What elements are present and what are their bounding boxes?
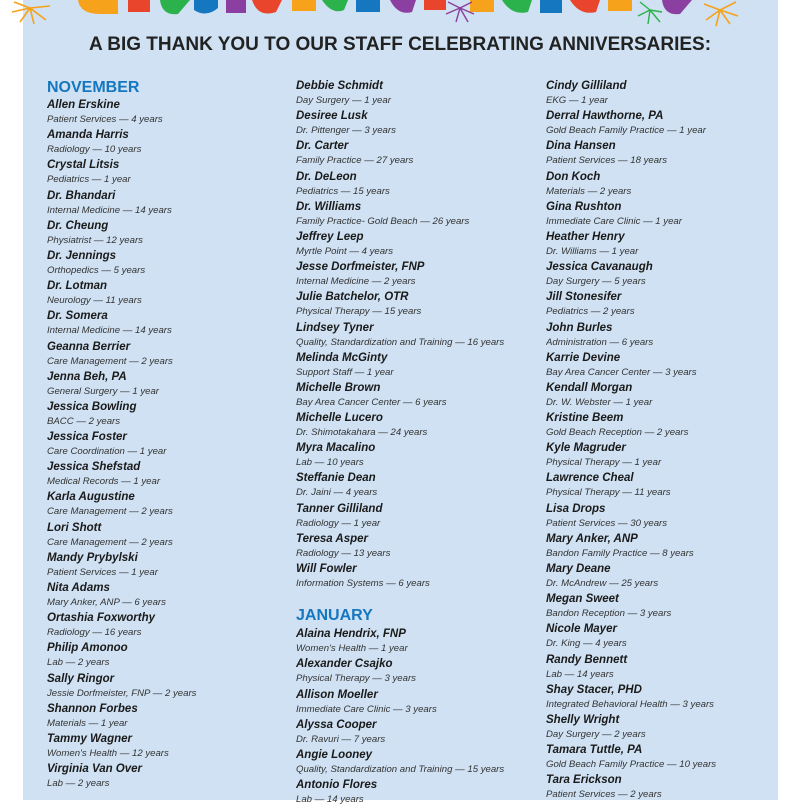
employee-name: Gina Rushton <box>546 200 622 213</box>
employee-name: Dr. Carter <box>296 140 349 153</box>
banner-letterforms <box>78 0 692 14</box>
employee-name: Lindsey Tyner <box>296 321 374 334</box>
anniversary-entry <box>47 762 287 792</box>
employee-name: Desiree Lusk <box>296 110 368 123</box>
firework-far-right-icon <box>704 2 738 26</box>
department-and-years: Bay Area Cancer Center — 6 years <box>296 396 447 408</box>
employee-name: Dr. DeLeon <box>296 170 357 183</box>
anniversary-entry <box>47 279 287 309</box>
department-and-years: Patient Services — 1 year <box>47 566 158 578</box>
department-and-years: Support Staff — 1 year <box>296 366 394 378</box>
employee-name: Teresa Asper <box>296 532 369 545</box>
anniversary-entry <box>296 471 536 501</box>
employee-name: Lawrence Cheal <box>546 472 634 485</box>
department-and-years: Physical Therapy — 3 years <box>296 673 416 685</box>
employee-name: Kyle Magruder <box>546 442 626 455</box>
employee-name: Jessica Foster <box>47 431 127 444</box>
department-and-years: Immediate Care Clinic — 3 years <box>296 703 437 715</box>
anniversary-entry <box>47 460 287 490</box>
anniversary-entry <box>47 521 287 551</box>
employee-name: Jessica Shefstad <box>47 461 141 474</box>
anniversary-entry <box>47 370 287 400</box>
department-and-years: Mary Anker, ANP — 6 years <box>47 597 166 608</box>
anniversary-entry <box>546 79 786 109</box>
employee-name: Randy Bennett <box>546 653 628 666</box>
employee-name: Michelle Lucero <box>296 412 383 425</box>
employee-name: Dr. Williams <box>296 200 362 213</box>
anniversary-entry <box>296 502 536 532</box>
employee-name: Mary Anker, ANP <box>546 532 638 545</box>
department-and-years: Lab — 14 years <box>296 794 364 806</box>
department-and-years: Dr. Shimotakahara — 24 years <box>296 427 428 439</box>
department-and-years: Family Practice- Gold Beach — 26 years <box>296 215 470 227</box>
anniversary-entry <box>47 641 287 671</box>
anniversary-entry <box>47 551 287 581</box>
anniversary-entry <box>47 189 287 219</box>
entries-list <box>296 627 536 808</box>
section-title-november: NOVEMBER <box>47 79 140 96</box>
employee-name: Jeffrey Leep <box>296 230 364 243</box>
department-and-years: Care Management — 2 years <box>47 536 173 548</box>
employee-name: Tammy Wagner <box>47 732 132 745</box>
anniversary-entry <box>546 441 786 471</box>
department-and-years: Internal Medicine — 2 years <box>296 276 416 288</box>
section-title-january: JANUARY <box>296 607 373 625</box>
department-and-years: Neurology — 11 years <box>47 295 142 307</box>
anniversary-entry <box>296 351 536 381</box>
firework-center-icon <box>446 2 474 22</box>
department-and-years: Dr. W. Webster — 1 year <box>546 396 653 408</box>
employee-name: Derral Hawthorne, PA <box>546 110 664 123</box>
anniversary-entry <box>546 773 786 803</box>
employee-name: Dina Hansen <box>546 140 616 153</box>
anniversary-entry <box>47 490 287 520</box>
department-and-years: Care Management — 2 years <box>47 506 173 518</box>
anniversary-entry <box>546 170 786 200</box>
department-and-years: Dr. Jaini — 4 years <box>296 487 378 499</box>
employee-name: Heather Henry <box>546 230 625 243</box>
department-and-years: Patient Services — 2 years <box>546 789 662 801</box>
employee-name: Antonio Flores <box>296 779 378 792</box>
anniversary-entry <box>546 743 786 773</box>
employee-name: Alexander Csajko <box>296 658 393 671</box>
employee-name: Geanna Berrier <box>47 340 131 353</box>
entries-list <box>47 98 287 792</box>
department-and-years: Gold Beach Family Practice — 1 year <box>546 125 706 137</box>
department-and-years: Gold Beach Family Practice — 10 years <box>546 759 717 771</box>
department-and-years: Radiology — 10 years <box>47 144 142 156</box>
anniversary-entry <box>546 471 786 501</box>
employee-name: Mary Deane <box>546 563 611 575</box>
entries-list <box>296 79 536 592</box>
department-and-years: Day Surgery — 5 years <box>546 276 646 288</box>
department-and-years: Orthopedics — 5 years <box>47 264 146 276</box>
department-and-years: Dr. King — 4 years <box>546 638 627 650</box>
department-and-years: Radiology — 16 years <box>47 627 142 639</box>
department-and-years: Day Surgery — 2 years <box>546 728 646 740</box>
entries-list <box>546 79 786 804</box>
department-and-years: Medical Records — 1 year <box>47 476 161 488</box>
employee-name: Mandy Prybylski <box>47 551 138 564</box>
department-and-years: Radiology — 1 year <box>296 517 381 529</box>
anniversary-entry <box>296 657 536 687</box>
employee-name: Dr. Somera <box>47 310 108 323</box>
employee-name: Megan Sweet <box>546 593 619 606</box>
anniversary-entry <box>296 532 536 562</box>
department-and-years: Physical Therapy — 11 years <box>546 487 671 499</box>
anniversary-entry <box>546 290 786 320</box>
employee-name: John Burles <box>546 321 613 334</box>
department-and-years: Lab — 14 years <box>546 668 614 680</box>
anniversary-entry <box>47 611 287 641</box>
employee-name: Debbie Schmidt <box>296 80 383 92</box>
employee-name: Philip Amonoo <box>47 642 128 655</box>
employee-name: Michelle Brown <box>296 381 381 394</box>
anniversary-entry <box>546 260 786 290</box>
employee-name: Alaina Hendrix, FNP <box>296 628 406 641</box>
anniversary-entry <box>296 139 536 169</box>
department-and-years: Radiology — 13 years <box>296 547 391 559</box>
employee-name: Jesse Dorfmeister, FNP <box>296 261 425 274</box>
department-and-years: Quality, Standardization and Training — 16 years <box>296 336 505 348</box>
employee-name: Angie Looney <box>296 748 373 761</box>
anniversary-entry <box>296 79 536 109</box>
department-and-years: EKG — 1 year <box>546 95 608 106</box>
employee-name: Don Koch <box>546 170 601 183</box>
department-and-years: General Surgery — 1 year <box>47 385 159 397</box>
anniversary-entry <box>296 200 536 230</box>
anniversary-entry <box>546 562 786 592</box>
department-and-years: Dr. Ravuri — 7 years <box>296 733 386 745</box>
anniversary-entry <box>546 351 786 381</box>
department-and-years: Gold Beach Reception — 2 years <box>546 427 689 439</box>
department-and-years: Pediatrics — 2 years <box>546 306 635 318</box>
department-and-years: Information Systems — 6 years <box>296 578 430 589</box>
employee-name: Nita Adams <box>47 582 110 594</box>
anniversary-entry <box>296 441 536 471</box>
anniversary-entry <box>47 128 287 158</box>
anniversary-entry <box>296 230 536 260</box>
anniversary-entry <box>47 430 287 460</box>
page-subtitle: A BIG THANK YOU TO OUR STAFF CELEBRATING ANNIVERSARIES: <box>88 34 712 55</box>
anniversary-entry <box>47 309 287 339</box>
department-and-years: Lab — 2 years <box>47 778 110 790</box>
anniversary-entry <box>546 139 786 169</box>
department-and-years: Women's Health — 1 year <box>296 643 408 655</box>
anniversary-entry <box>296 688 536 718</box>
employee-name: Tamara Tuttle, PA <box>546 744 643 757</box>
department-and-years: Day Surgery — 1 year <box>296 95 391 106</box>
department-and-years: Internal Medicine — 14 years <box>47 204 172 216</box>
department-and-years: Women's Health — 12 years <box>47 747 169 759</box>
column-middle <box>296 78 536 808</box>
anniversary-entry <box>296 627 536 657</box>
employee-name: Alyssa Cooper <box>296 718 377 731</box>
anniversary-entry <box>546 713 786 743</box>
employee-name: Allison Moeller <box>296 688 378 701</box>
anniversary-entry <box>296 411 536 441</box>
department-and-years: Care Management — 2 years <box>47 355 173 367</box>
department-and-years: Pediatrics — 1 year <box>47 174 131 186</box>
anniversary-entry <box>546 622 786 652</box>
anniversary-entry <box>296 290 536 320</box>
department-and-years: Bay Area Cancer Center — 3 years <box>546 366 697 378</box>
employee-name: Dr. Lotman <box>47 280 108 293</box>
department-and-years: Patient Services — 18 years <box>546 155 668 167</box>
employee-name: Jessica Cavanaugh <box>546 261 653 274</box>
department-and-years: Pediatrics — 15 years <box>296 185 390 197</box>
department-and-years: Lab — 10 years <box>296 457 364 469</box>
anniversary-entry <box>546 200 786 230</box>
employee-name: Melinda McGinty <box>296 351 388 364</box>
department-and-years: Administration — 6 years <box>546 336 654 348</box>
employee-name: Dr. Bhandari <box>47 189 116 202</box>
anniversary-entry <box>47 732 287 762</box>
department-and-years: Lab — 2 years <box>47 657 110 669</box>
anniversary-entry <box>296 718 536 748</box>
anniversary-entry <box>47 340 287 370</box>
anniversary-entry <box>546 683 786 713</box>
anniversary-entry <box>296 778 536 808</box>
department-and-years: Bandon Reception — 3 years <box>546 608 672 620</box>
column-right <box>546 78 786 804</box>
employee-name: Virginia Van Over <box>47 763 143 776</box>
employee-name: Shannon Forbes <box>47 702 138 715</box>
department-and-years: Quality, Standardization and Training — 15 years <box>296 763 505 775</box>
employee-name: Kendall Morgan <box>546 381 633 394</box>
employee-name: Cindy Gilliland <box>546 80 627 92</box>
anniversary-entry <box>546 230 786 260</box>
department-and-years: Dr. Pittenger — 3 years <box>296 125 396 137</box>
employee-name: Lori Shott <box>47 521 102 534</box>
employee-name: Tanner Gilliland <box>296 502 383 515</box>
anniversary-entry <box>47 158 287 188</box>
employee-name: Jessica Bowling <box>47 400 137 413</box>
anniversary-entry <box>546 532 786 562</box>
employee-name: Tara Erickson <box>546 774 622 787</box>
department-and-years: Care Coordination — 1 year <box>47 446 167 458</box>
department-and-years: Materials — 2 years <box>546 185 632 197</box>
anniversary-entry <box>47 672 287 702</box>
employee-name: Steffanie Dean <box>296 472 376 485</box>
anniversary-entry <box>546 592 786 622</box>
employee-name: Allen Erskine <box>47 99 120 111</box>
department-and-years: Materials — 1 year <box>47 717 128 729</box>
department-and-years: Patient Services — 30 years <box>546 517 668 529</box>
anniversary-entry <box>546 109 786 139</box>
department-and-years: Internal Medicine — 14 years <box>47 325 172 337</box>
employee-name: Shelly Wright <box>546 713 620 726</box>
anniversary-entry <box>296 109 536 139</box>
employee-name: Dr. Jennings <box>47 249 117 262</box>
anniversary-entry <box>296 170 536 200</box>
employee-name: Amanda Harris <box>47 129 129 142</box>
department-and-years: Patient Services — 4 years <box>47 114 163 125</box>
employee-name: Jenna Beh, PA <box>47 370 127 383</box>
firework-right-icon <box>638 2 662 24</box>
employee-name: Will Fowler <box>296 563 357 575</box>
employee-name: Shay Stacer, PHD <box>546 683 642 696</box>
employee-name: Dr. Cheung <box>47 219 109 232</box>
department-and-years: Dr. McAndrew — 25 years <box>546 578 659 589</box>
department-and-years: Jessie Dorfmeister, FNP — 2 years <box>47 687 197 699</box>
department-and-years: Physical Therapy — 1 year <box>546 457 662 469</box>
department-and-years: Family Practice — 27 years <box>296 155 414 167</box>
department-and-years: Bandon Family Practice — 8 years <box>546 547 694 559</box>
employee-name: Karrie Devine <box>546 351 621 364</box>
anniversary-entry <box>47 581 287 611</box>
department-and-years: Integrated Behavioral Health — 3 years <box>546 698 714 710</box>
congratulations-banner-art <box>0 0 800 30</box>
column-november <box>47 78 287 792</box>
employee-name: Kristine Beem <box>546 412 624 425</box>
department-and-years: BACC — 2 years <box>47 415 121 427</box>
anniversary-entry <box>296 381 536 411</box>
anniversary-entry <box>47 702 287 732</box>
anniversary-entry <box>296 260 536 290</box>
anniversary-entry <box>296 748 536 778</box>
anniversary-entry <box>47 249 287 279</box>
anniversary-entry <box>296 321 536 351</box>
employee-name: Sally Ringor <box>47 672 115 685</box>
department-and-years: Physical Therapy — 15 years <box>296 306 422 318</box>
anniversary-entry <box>47 98 287 128</box>
anniversary-entry <box>296 562 536 592</box>
employee-name: Lisa Drops <box>546 502 606 515</box>
department-and-years: Dr. Williams — 1 year <box>546 245 639 257</box>
department-and-years: Myrtle Point — 4 years <box>296 245 394 257</box>
employee-name: Jill Stonesifer <box>546 291 622 304</box>
employee-name: Julie Batchelor, OTR <box>296 291 409 304</box>
department-and-years: Physiatrist — 12 years <box>47 234 143 246</box>
employee-name: Crystal Litsis <box>47 159 120 172</box>
anniversary-entry <box>546 381 786 411</box>
employee-name: Myra Macalino <box>296 442 376 455</box>
employee-name: Nicole Mayer <box>546 623 617 636</box>
anniversary-entry <box>47 219 287 249</box>
anniversary-entry <box>546 502 786 532</box>
section-spacer <box>296 592 536 606</box>
anniversary-entry <box>546 411 786 441</box>
employee-name: Karla Augustine <box>47 491 135 504</box>
employee-name: Ortashia Foxworthy <box>47 612 155 625</box>
firework-left-icon <box>12 2 50 24</box>
anniversary-entry <box>546 653 786 683</box>
department-and-years: Immediate Care Clinic — 1 year <box>546 215 682 227</box>
anniversary-entry <box>47 400 287 430</box>
anniversary-entry <box>546 321 786 351</box>
